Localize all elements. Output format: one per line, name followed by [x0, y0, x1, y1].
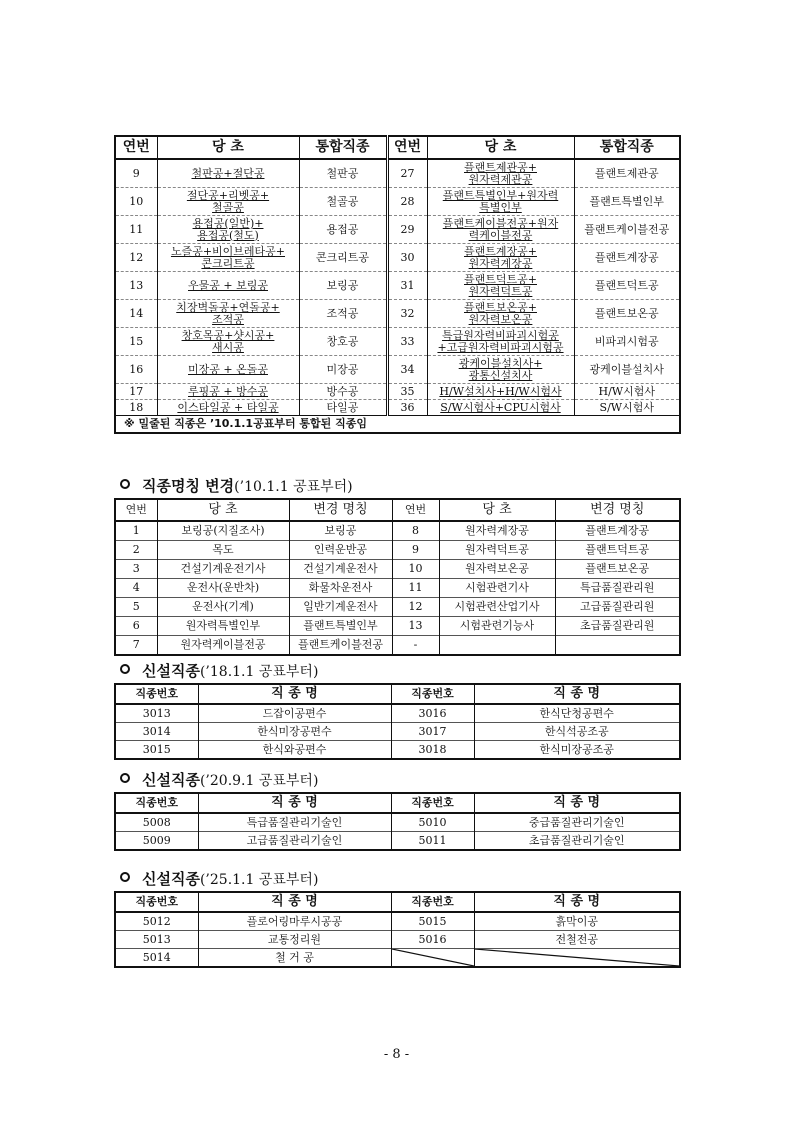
original-trade-cell-line: 플랜트보온공+ [464, 300, 537, 314]
original-trade-cell [157, 159, 299, 188]
original-trade-cell [427, 384, 574, 400]
serial-cell: 16 [115, 356, 157, 384]
original-trade-cell-line: 창호목공+샷시공+ [181, 328, 275, 342]
trade-code-cell: 3017 [391, 723, 474, 741]
table-row [115, 328, 680, 356]
serial-cell: 36 [387, 400, 427, 416]
table-row [115, 560, 680, 579]
footnote: ※ 밀줄된 직종은 ’10.1.1공표부터 통합된 직종임 [115, 416, 680, 434]
original-trade-cell-line: 광통신설치사 [468, 368, 533, 382]
original-trade-cell [157, 384, 299, 400]
trade-name-cell: 한식미장공편수 [198, 723, 391, 741]
serial-cell: 9 [392, 541, 439, 560]
original-trade-cell-line: H/W설치사+H/W시험사 [439, 384, 562, 398]
section-title: 신설직종 [142, 771, 200, 789]
trade-name-cell: 한식미장공조공 [474, 741, 680, 760]
original-trade-cell-line: 조적공 [212, 312, 244, 326]
serial-cell: 15 [115, 328, 157, 356]
trade-name-cell: 한식단청공편수 [474, 704, 680, 723]
serial-cell: 14 [115, 300, 157, 328]
table-row [115, 356, 680, 384]
table-row [115, 598, 680, 617]
new-name-cell: 건설기계운전사 [289, 560, 392, 579]
trade-name-cell: 한식석공조공 [474, 723, 680, 741]
table-row [115, 741, 680, 760]
trade-code-cell: 5013 [115, 931, 198, 949]
trade-name-cell: 드잡이공편수 [198, 704, 391, 723]
original-name-cell: 원자력덕트공 [439, 541, 555, 560]
original-trade-cell-line: 우물공 + 보링공 [188, 278, 268, 292]
table-row [115, 300, 680, 328]
consolidated-trades-table [114, 135, 681, 434]
table-row [115, 636, 680, 656]
table-row [115, 813, 680, 832]
serial-cell: 35 [387, 384, 427, 400]
serial-cell: 18 [115, 400, 157, 416]
column-header: 직 종 명 [474, 892, 680, 912]
trade-code-cell: 5016 [391, 931, 474, 949]
original-trade-cell-line: 원자력계장공 [468, 256, 533, 270]
trade-name-cell: 특급품질관리기술인 [198, 813, 391, 832]
merged-trade-cell: 보링공 [299, 272, 387, 300]
serial-cell: 5 [115, 598, 157, 617]
section-title: 신설직종 [142, 662, 200, 680]
trade-code-cell: 5009 [115, 832, 198, 851]
original-trade-cell-line: 절단공+리벳공+ [186, 188, 270, 202]
table-row [115, 617, 680, 636]
trade-code-cell: 3016 [391, 704, 474, 723]
table-row [115, 541, 680, 560]
original-trade-cell [427, 400, 574, 416]
table-row [115, 912, 680, 931]
column-header: 직종번호 [115, 793, 198, 813]
trade-name-cell: 교통정리원 [198, 931, 391, 949]
trade-code-cell: 3013 [115, 704, 198, 723]
new-name-cell: 플랜트특별인부 [289, 617, 392, 636]
trade-name-cell: 플로어링마루시공공 [198, 912, 391, 931]
bullet-ring-icon [120, 872, 130, 882]
column-header: 직 종 명 [474, 684, 680, 704]
bullet-ring-icon [120, 664, 130, 674]
new-name-cell: 플랜트덕트공 [555, 541, 680, 560]
trade-code-cell: 5011 [391, 832, 474, 851]
trade-code-cell: 3015 [115, 741, 198, 760]
serial-cell: 13 [115, 272, 157, 300]
serial-cell: 9 [115, 159, 157, 188]
new-name-cell: 초급품질관리원 [555, 617, 680, 636]
column-header: 직종번호 [115, 684, 198, 704]
original-trade-cell [427, 328, 574, 356]
serial-cell: 31 [387, 272, 427, 300]
serial-cell: 12 [115, 244, 157, 272]
original-trade-cell-line: 플랜트계장공+ [464, 244, 537, 258]
new-name-cell: 특급품질관리원 [555, 579, 680, 598]
original-trade-cell-line: 용접공(일반)+ [192, 216, 264, 230]
column-header: 직종번호 [391, 892, 474, 912]
table-header-row [115, 892, 680, 912]
column-header: 직종번호 [115, 892, 198, 912]
original-name-cell: 원자력보온공 [439, 560, 555, 579]
serial-cell: - [392, 636, 439, 656]
serial-cell: 34 [387, 356, 427, 384]
serial-cell: 13 [392, 617, 439, 636]
new-name-cell: 인력운반공 [289, 541, 392, 560]
original-name-cell: 목도 [157, 541, 289, 560]
original-trade-cell-line: +고급원자력비파괴시험공 [437, 340, 564, 354]
column-header: 직 종 명 [198, 892, 391, 912]
section-heading-2025 [120, 868, 318, 889]
serial-cell: 17 [115, 384, 157, 400]
original-trade-cell [157, 300, 299, 328]
table-row [115, 272, 680, 300]
table-header-row [115, 793, 680, 813]
merged-trade-cell: H/W시험사 [574, 384, 680, 400]
trade-code-cell: 5015 [391, 912, 474, 931]
trade-code-cell: 3014 [115, 723, 198, 741]
trade-code-cell: 5010 [391, 813, 474, 832]
original-trade-cell-line: 철골공 [212, 200, 244, 214]
section-title: 신설직종 [142, 870, 200, 888]
original-trade-cell-line: 이스타일공 + 타일공 [177, 400, 279, 414]
new-trades-2025-table [114, 891, 681, 968]
column-header: 당 초 [157, 136, 299, 159]
original-trade-cell-line: 광케이블설치사+ [458, 356, 543, 370]
renamed-trades-table [114, 498, 681, 656]
column-header: 통합직종 [574, 136, 680, 159]
serial-cell: 30 [387, 244, 427, 272]
column-header: 통합직종 [299, 136, 387, 159]
serial-cell: 29 [387, 216, 427, 244]
section-title: 직종명칭 변경 [142, 477, 235, 495]
original-trade-cell [427, 159, 574, 188]
trade-name-cell: 흙막이공 [474, 912, 680, 931]
original-trade-cell [427, 272, 574, 300]
original-trade-cell [157, 216, 299, 244]
merged-trade-cell: 플랜트케이블전공 [574, 216, 680, 244]
new-name-cell: 고급품질관리원 [555, 598, 680, 617]
new-name-cell [555, 636, 680, 656]
serial-cell: 10 [115, 188, 157, 216]
original-trade-cell-line: 노즐공+비이브레타공+ [170, 244, 286, 258]
new-name-cell: 플랜트보온공 [555, 560, 680, 579]
column-header: 직종번호 [391, 793, 474, 813]
column-header: 변경 명칭 [555, 499, 680, 521]
new-name-cell: 화물차운전사 [289, 579, 392, 598]
table-row [115, 931, 680, 949]
trade-name-cell: 고급품질관리기술인 [198, 832, 391, 851]
new-name-cell: 플랜트계장공 [555, 521, 680, 541]
original-trade-cell [427, 300, 574, 328]
serial-cell: 27 [387, 159, 427, 188]
trade-name-cell: 중급품질관리기술인 [474, 813, 680, 832]
original-trade-cell-line: 새시공 [212, 340, 244, 354]
section-subtitle: (’20.9.1 공표부터) [199, 773, 319, 789]
serial-cell: 4 [115, 579, 157, 598]
serial-cell: 3 [115, 560, 157, 579]
table-row [115, 949, 680, 968]
serial-cell: 7 [115, 636, 157, 656]
merged-trade-cell: S/W시험사 [574, 400, 680, 416]
merged-trade-cell: 창호공 [299, 328, 387, 356]
original-trade-cell [157, 188, 299, 216]
column-header: 당 초 [157, 499, 289, 521]
serial-cell: 8 [392, 521, 439, 541]
original-trade-cell-line: 특별인부 [479, 200, 522, 214]
merged-trade-cell: 미장공 [299, 356, 387, 384]
note-row [115, 416, 680, 434]
original-trade-cell [157, 244, 299, 272]
trade-name-cell: 철 거 공 [198, 949, 391, 968]
page-number: - 8 - [383, 1047, 410, 1062]
new-name-cell: 보링공 [289, 521, 392, 541]
original-name-cell: 원자력특별인부 [157, 617, 289, 636]
table-row [115, 579, 680, 598]
trade-code-cell: 5014 [115, 949, 198, 968]
trade-name-cell: 초급품질관리기술인 [474, 832, 680, 851]
serial-cell: 32 [387, 300, 427, 328]
original-trade-cell-line: S/W시험사+CPU시험사 [440, 400, 561, 414]
original-trade-cell [157, 356, 299, 384]
column-header: 당 초 [427, 136, 574, 159]
table-row [115, 216, 680, 244]
merged-trade-cell: 타일공 [299, 400, 387, 416]
serial-cell: 11 [392, 579, 439, 598]
original-trade-cell-line: 원자력보온공 [468, 312, 533, 326]
trade-code-cell: 5008 [115, 813, 198, 832]
merged-trade-cell: 철골공 [299, 188, 387, 216]
original-trade-cell-line: 철판공+절단공 [191, 166, 265, 180]
original-trade-cell-line: 플랜트덕트공+ [464, 272, 537, 286]
original-trade-cell [427, 188, 574, 216]
table-row [115, 704, 680, 723]
merged-trade-cell: 조적공 [299, 300, 387, 328]
column-header: 연번 [392, 499, 439, 521]
column-header: 직 종 명 [198, 684, 391, 704]
merged-trade-cell: 플랜트제관공 [574, 159, 680, 188]
table-header-row [115, 684, 680, 704]
section-heading-2020 [120, 769, 318, 790]
original-trade-cell-line: 치장벽돌공+연돌공+ [176, 300, 280, 314]
column-header: 당 초 [439, 499, 555, 521]
original-trade-cell [157, 400, 299, 416]
original-trade-cell [427, 216, 574, 244]
empty-slashed-cell [474, 949, 680, 968]
original-name-cell [439, 636, 555, 656]
original-trade-cell-line: 원자력제관공 [468, 172, 533, 186]
original-trade-cell-line: 콘크리트공 [201, 256, 255, 270]
new-name-cell: 플랜트케이블전공 [289, 636, 392, 656]
column-header: 연번 [387, 136, 427, 159]
table-row [115, 159, 680, 188]
table-header-row [115, 499, 680, 521]
original-name-cell: 운전사(기계) [157, 598, 289, 617]
section-heading-2018 [120, 660, 318, 681]
original-name-cell: 건설기계운전기사 [157, 560, 289, 579]
original-trade-cell [427, 356, 574, 384]
table-row [115, 400, 680, 416]
serial-cell: 12 [392, 598, 439, 617]
table-row [115, 188, 680, 216]
merged-trade-cell: 플랜트덕트공 [574, 272, 680, 300]
serial-cell: 6 [115, 617, 157, 636]
merged-trade-cell: 방수공 [299, 384, 387, 400]
table-row [115, 832, 680, 851]
table-row [115, 244, 680, 272]
column-header: 직 종 명 [474, 793, 680, 813]
bullet-ring-icon [120, 773, 130, 783]
merged-trade-cell: 비파괴시험공 [574, 328, 680, 356]
trade-name-cell: 전철전공 [474, 931, 680, 949]
merged-trade-cell: 플랜트특별인부 [574, 188, 680, 216]
new-trades-2018-table [114, 683, 681, 760]
column-header: 연번 [115, 499, 157, 521]
table-row [115, 521, 680, 541]
serial-cell: 28 [387, 188, 427, 216]
original-trade-cell-line: 특급원자력비파괴시험공 [442, 328, 559, 342]
trade-code-cell: 3018 [391, 741, 474, 760]
original-trade-cell-line: 플랜트제관공+ [464, 160, 537, 174]
table-header-row [115, 136, 680, 159]
original-name-cell: 보링공(지질조사) [157, 521, 289, 541]
column-header: 변경 명칭 [289, 499, 392, 521]
original-name-cell: 시험관련산업기사 [439, 598, 555, 617]
table-row [115, 384, 680, 400]
section-subtitle: (’18.1.1 공표부터) [199, 664, 319, 680]
trade-code-cell: 5012 [115, 912, 198, 931]
original-trade-cell-line: 원자력덕트공 [468, 284, 533, 298]
merged-trade-cell: 광케이블설치사 [574, 356, 680, 384]
merged-trade-cell: 콘크리트공 [299, 244, 387, 272]
empty-slashed-cell [391, 949, 474, 968]
merged-trade-cell: 철판공 [299, 159, 387, 188]
original-name-cell: 원자력케이블전공 [157, 636, 289, 656]
serial-cell: 2 [115, 541, 157, 560]
serial-cell: 10 [392, 560, 439, 579]
original-name-cell: 시험관련기능사 [439, 617, 555, 636]
diagonal-slash [392, 949, 474, 966]
original-trade-cell-line: 미장공 + 온돌공 [188, 362, 268, 376]
serial-cell: 11 [115, 216, 157, 244]
merged-trade-cell: 용접공 [299, 216, 387, 244]
section-subtitle: (’25.1.1 공표부터) [199, 872, 319, 888]
trade-name-cell: 한식와공편수 [198, 741, 391, 760]
column-header: 직 종 명 [198, 793, 391, 813]
bullet-ring-icon [120, 479, 130, 489]
original-name-cell: 원자력계장공 [439, 521, 555, 541]
merged-trade-cell: 플랜트보온공 [574, 300, 680, 328]
original-trade-cell-line: 용접공(철도) [197, 228, 259, 242]
original-trade-cell-line: 플랜트특별인부+원자력 [442, 188, 559, 202]
section-subtitle: (’10.1.1 공표부터) [234, 479, 353, 495]
serial-cell: 33 [387, 328, 427, 356]
original-name-cell: 운전사(운반차) [157, 579, 289, 598]
new-trades-2020-table [114, 792, 681, 851]
diagonal-slash [475, 949, 680, 966]
original-trade-cell-line: 루핑공 + 방수공 [188, 384, 268, 398]
serial-cell: 1 [115, 521, 157, 541]
table-row [115, 723, 680, 741]
original-name-cell: 시험관련기사 [439, 579, 555, 598]
original-trade-cell [157, 272, 299, 300]
original-trade-cell [157, 328, 299, 356]
column-header: 직종번호 [391, 684, 474, 704]
original-trade-cell-line: 플랜트케이블전공+원자 [442, 216, 559, 230]
column-header: 연번 [115, 136, 157, 159]
merged-trade-cell: 플랜트계장공 [574, 244, 680, 272]
new-name-cell: 일반기계운전사 [289, 598, 392, 617]
original-trade-cell-line: 력케이블전공 [468, 228, 533, 242]
original-trade-cell [427, 244, 574, 272]
section-heading-rename [120, 475, 353, 496]
